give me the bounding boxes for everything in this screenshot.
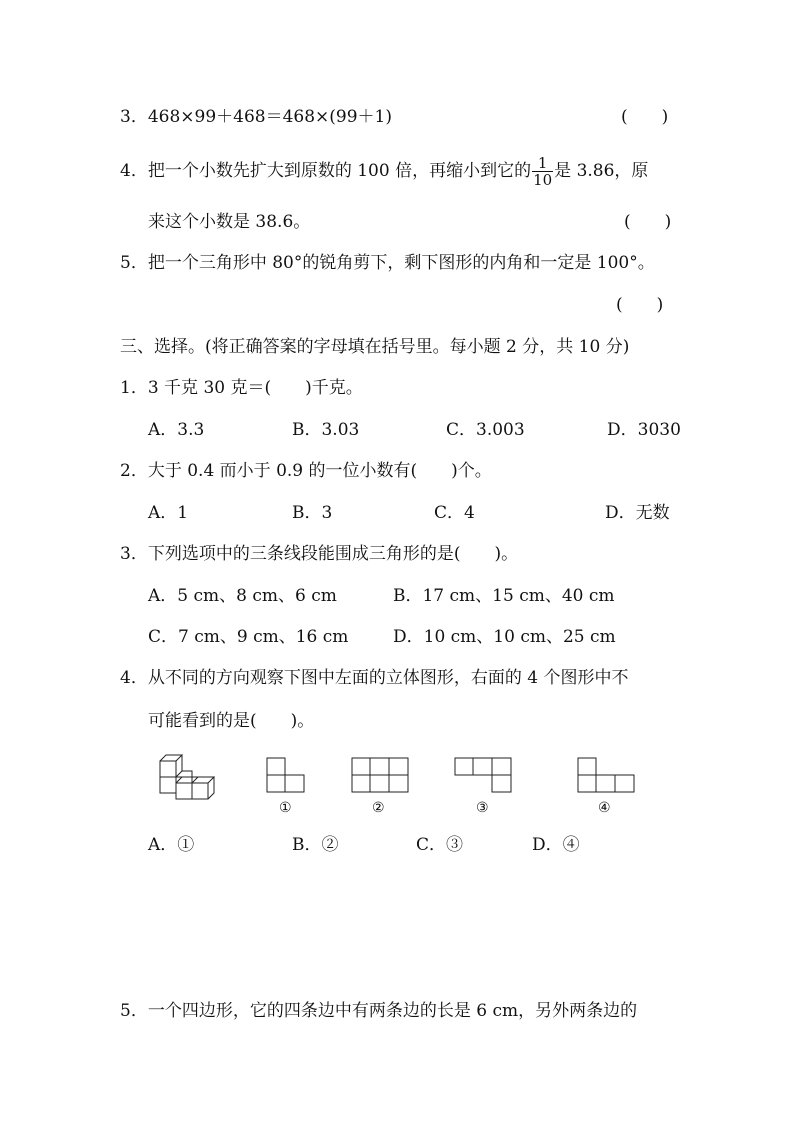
choice-q4-option-b[interactable]: B．② xyxy=(292,835,339,855)
view-figure-4-label: ④ xyxy=(598,800,611,816)
view-figure-1 xyxy=(266,757,306,793)
choice-q1-stem: 1．3 千克 30 克＝( )千克。 xyxy=(120,378,363,398)
choice-q3-option-a[interactable]: A．5 cm、8 cm、6 cm xyxy=(148,586,337,606)
choice-q2-option-a[interactable]: A．1 xyxy=(148,503,189,523)
fraction-denominator: 10 xyxy=(533,171,553,189)
choice-q3-option-c[interactable]: C．7 cm、9 cm、16 cm xyxy=(148,627,349,647)
choice-q4-option-c[interactable]: C．③ xyxy=(416,835,464,855)
choice-q2-option-d[interactable]: D．无数 xyxy=(605,503,670,523)
choice-q1-option-a[interactable]: A．3.3 xyxy=(148,420,205,440)
judge-q4-text-after: 是 3.86，原 xyxy=(554,161,649,181)
fraction-numerator: 1 xyxy=(532,155,553,172)
solid-cube-figure xyxy=(159,750,223,800)
judge-q4-text-before: 4．把一个小数先扩大到原数的 100 倍，再缩小到它的 xyxy=(120,161,532,181)
choice-q4-stem-line1: 4．从不同的方向观察下图中左面的立体图形，右面的 4 个图形中不 xyxy=(120,668,629,688)
fraction-one-tenth xyxy=(532,155,553,188)
choice-q1-option-d[interactable]: D．3030 xyxy=(607,420,681,440)
view-figure-4 xyxy=(577,757,635,793)
choice-q1-option-b[interactable]: B．3.03 xyxy=(292,420,360,440)
choice-q4-stem-line2: 可能看到的是( )。 xyxy=(148,711,315,731)
view-figure-2-label: ② xyxy=(372,800,385,816)
section-three-heading: 三、选择。(将正确答案的字母填在括号里。每小题 2 分，共 10 分) xyxy=(120,337,630,357)
judge-q5-text: 5．把一个三角形中 80°的锐角剪下，剩下图形的内角和一定是 100°。 xyxy=(120,253,655,273)
choice-q2-option-c[interactable]: C．4 xyxy=(434,503,475,523)
choice-q4-option-a[interactable]: A．① xyxy=(148,835,195,855)
judge-q3-text: 3．468×99＋468＝468×(99＋1) xyxy=(120,107,392,127)
view-figure-3 xyxy=(454,757,512,793)
choice-q5-stem: 5．一个四边形，它的四条边中有两条边的长是 6 cm，另外两条边的 xyxy=(120,1001,638,1021)
judge-q5-answer-paren[interactable]: ( ) xyxy=(616,295,664,315)
view-figure-2 xyxy=(351,757,409,793)
judge-q4-line2: 来这个小数是 38.6。 xyxy=(148,212,311,232)
view-figure-1-label: ① xyxy=(279,800,292,816)
view-figure-3-label: ③ xyxy=(476,800,489,816)
choice-q3-option-d[interactable]: D．10 cm、10 cm、25 cm xyxy=(393,627,616,647)
choice-q2-stem: 2．大于 0.4 而小于 0.9 的一位小数有( )个。 xyxy=(120,461,492,481)
judge-q4-answer-paren[interactable]: ( ) xyxy=(624,212,672,232)
judge-q3-answer-paren[interactable]: ( ) xyxy=(621,107,669,127)
choice-q2-option-b[interactable]: B．3 xyxy=(292,503,333,523)
choice-q1-option-c[interactable]: C．3.003 xyxy=(446,420,525,440)
choice-q3-option-b[interactable]: B．17 cm、15 cm、40 cm xyxy=(393,586,615,606)
choice-q3-stem: 3．下列选项中的三条线段能围成三角形的是( )。 xyxy=(120,544,519,564)
choice-q4-option-d[interactable]: D．④ xyxy=(532,835,580,855)
judge-q4-line1 xyxy=(120,155,648,188)
